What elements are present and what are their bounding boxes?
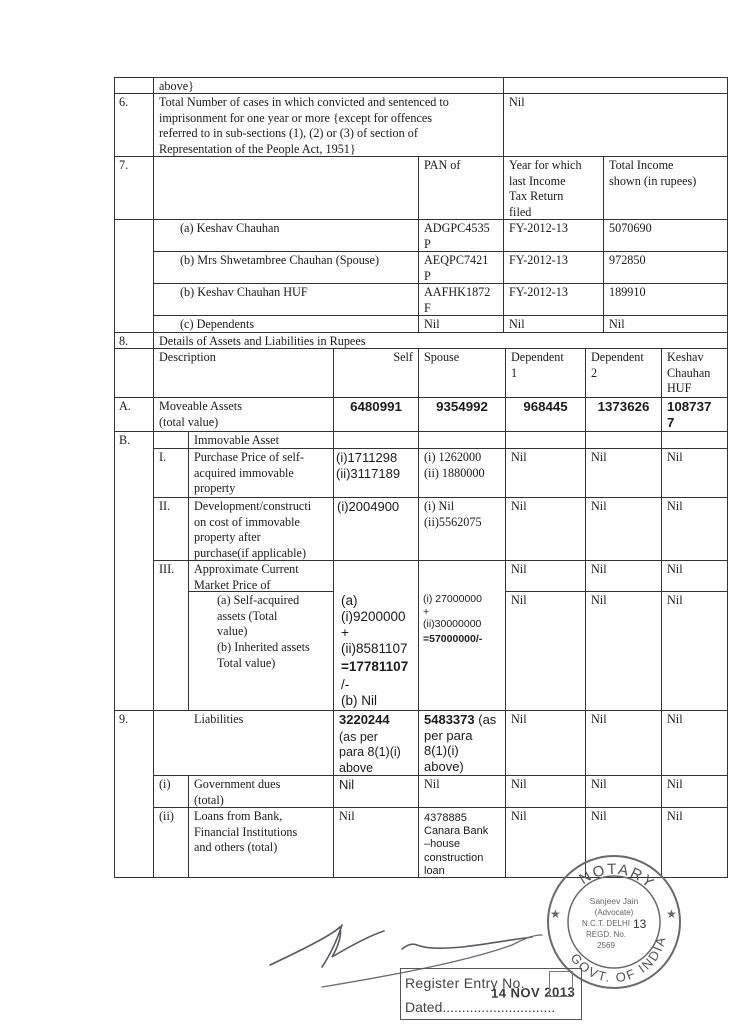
market-price-dependent-1: Nil [511, 562, 527, 576]
row-9ii-text: Loans from Bank, Financial Institutions and others (total) [194, 809, 298, 855]
row-b-number: B. [119, 433, 131, 447]
development-cost-spouse: (i) Nil (ii)5562075 [424, 499, 482, 529]
moveable-huf: 108737 7 [667, 399, 712, 430]
purchase-price-huf: Nil [667, 450, 683, 464]
liabilities-spouse-note: (as per para 8(1)(i) above) [424, 712, 497, 774]
row-6-number: 6. [119, 95, 129, 109]
inherited-assets-label: (b) Inherited assets Total value) [217, 640, 310, 670]
register-dated-label: Dated............................. [405, 999, 556, 1015]
column-header-description: Description [159, 350, 216, 364]
person-income: 972850 [609, 253, 646, 267]
column-header-spouse: Spouse [424, 350, 460, 364]
column-header-self: Self [393, 350, 413, 364]
development-cost-huf: Nil [667, 499, 683, 513]
person-year: FY-2012-13 [509, 253, 568, 267]
stamp-name: Sanjeev Jain [589, 896, 639, 906]
column-header-dependent-2: Dependent 2 [591, 350, 644, 380]
liabilities-spouse-cell [419, 711, 505, 775]
moveable-dependent-2: 1373626 [597, 399, 650, 414]
row-b3-number: III. [159, 562, 175, 576]
row-b2-number: II. [159, 499, 171, 513]
column-header-dependent-1: Dependent 1 [511, 350, 564, 380]
development-cost-dependent-2: Nil [591, 499, 607, 513]
row-a-number: A. [119, 399, 131, 413]
stamp-place: N.C.T. DELHI [581, 919, 631, 928]
liabilities-self-amount: 3220244 [339, 712, 390, 727]
stamp-bottom-text: GOVT. OF INDIA [567, 933, 669, 986]
government-dues-spouse: Nil [424, 777, 440, 791]
bank-loans-self: Nil [339, 809, 355, 823]
bank-loans-dependent-2: Nil [591, 809, 607, 823]
liabilities-dependent-1: Nil [511, 712, 527, 726]
row-b3-text: Approximate Current Market Price of [194, 562, 299, 592]
row-a-text: Moveable Assets (total value) [159, 399, 242, 429]
row-7-pan-header: PAN of [424, 158, 461, 172]
liabilities-self-note: (as per para 8(1)(i) above [339, 729, 401, 775]
market-value-self-total: =17781107 [341, 659, 409, 674]
assets-dependent-2: Nil [591, 593, 607, 607]
person-name: (a) Keshav Chauhan [180, 221, 280, 235]
assets-dependent-1: Nil [511, 593, 527, 607]
row-above-text: above} [159, 79, 194, 93]
stamp-role: (Advocate) [594, 908, 634, 917]
bank-loans-spouse: 4378885 Canara Bank –house construction loan [424, 812, 489, 877]
person-pan: ADGPC4535 P [424, 221, 490, 251]
register-entry-label: Register Entry No. [405, 975, 525, 991]
row-9ii-number: (ii) [159, 809, 174, 823]
row-9i-number: (i) [159, 777, 171, 791]
page-number: 13 [633, 917, 647, 931]
stamp-regno: 2569 [597, 941, 615, 950]
market-value-self-cell [334, 592, 418, 710]
stamp-top-text: NOTARY [576, 860, 659, 893]
row-b2-text: Development/constructi on cost of immovable property after purchase(if applicable) [194, 499, 312, 560]
government-dues-self: Nil [339, 777, 355, 792]
row-9-text: Liabilities [194, 712, 244, 726]
row-8-title: Details of Assets and Liabilities in Rupees [159, 334, 366, 348]
row-7-number: 7. [119, 158, 129, 172]
svg-text:NOTARY [576, 861, 658, 893]
development-cost-dependent-1: Nil [511, 499, 527, 513]
person-name: (c) Dependents [180, 317, 255, 331]
row-7-income-header: Total Income shown (in rupees) [609, 158, 697, 188]
purchase-price-spouse: (i) 1262000 (ii) 1880000 [424, 450, 485, 480]
market-value-self-items: (a) (i)9200000 + (ii)8581107 [341, 593, 408, 656]
bank-loans-huf: Nil [667, 809, 683, 823]
person-year: Nil [509, 317, 525, 331]
market-price-huf: Nil [667, 562, 683, 576]
market-value-self-inherited: /- (b) Nil [341, 677, 377, 708]
government-dues-dependent-1: Nil [511, 777, 527, 791]
person-income: Nil [609, 317, 625, 331]
bank-loans-dependent-1: Nil [511, 809, 527, 823]
person-pan: Nil [424, 317, 440, 331]
person-name: (b) Mrs Shwetambree Chauhan (Spouse) [180, 253, 380, 267]
moveable-spouse: 9354992 [436, 399, 488, 414]
register-dated-text: Dated [405, 999, 443, 1015]
row-7-year-header: Year for which last Income Tax Return filed [509, 158, 582, 219]
liabilities-dependent-2: Nil [591, 712, 607, 726]
person-name: (b) Keshav Chauhan HUF [180, 285, 308, 299]
row-9i-text: Government dues (total) [194, 777, 281, 807]
assets-huf: Nil [667, 593, 683, 607]
purchase-price-dependent-1: Nil [511, 450, 527, 464]
liabilities-spouse-amount: 5483373 [424, 712, 475, 727]
svg-text:★: ★ [550, 907, 561, 921]
person-income: 5070690 [609, 221, 652, 235]
row-b-text: Immovable Asset [194, 433, 279, 447]
person-pan: AAFHK1872 F [424, 285, 491, 315]
row-6-text: Total Number of cases in which convicted and sentenced to imprisonment for one year or more {except for offences referred to in sub-sections (1), (2) or (3) of section of Representation of the People Act, 1951} [159, 95, 449, 156]
moveable-dependent-1: 968445 [523, 399, 568, 414]
row-9-number: 9. [119, 712, 129, 726]
row-6-value: Nil [509, 95, 525, 109]
row-b1-text: Purchase Price of self- acquired immovable property [194, 450, 304, 496]
liabilities-self-cell [334, 711, 418, 777]
row-8-number: 8. [119, 334, 129, 348]
market-price-dependent-2: Nil [591, 562, 607, 576]
register-entry-stamp [400, 968, 582, 1020]
row-b1-number: I. [159, 450, 167, 464]
market-value-spouse-total: =57000000/- [423, 632, 483, 645]
register-box [549, 971, 573, 997]
stamp-regd: REGD. No. [585, 930, 627, 939]
moveable-self: 6480991 [350, 399, 402, 414]
person-year: FY-2012-13 [509, 285, 568, 299]
market-value-spouse-items: (i) 27000000 + (ii)30000000 [423, 593, 482, 630]
self-acquired-assets-label: (a) Self-acquired assets (Total value) [217, 593, 300, 639]
column-header-huf: Keshav Chauhan HUF [667, 350, 711, 396]
market-value-spouse-cell [419, 592, 505, 646]
purchase-price-self: (i)1711298 (ii)3117189 [336, 450, 401, 481]
government-dues-huf: Nil [667, 777, 683, 791]
person-pan: AEQPC7421 P [424, 253, 489, 283]
register-date: 14 NOV 2013 [490, 984, 576, 1001]
development-cost-self: (i)2004900 [337, 499, 400, 514]
purchase-price-dependent-2: Nil [591, 450, 607, 464]
person-income: 189910 [609, 285, 646, 299]
svg-text:★: ★ [666, 907, 677, 921]
liabilities-huf: Nil [667, 712, 683, 726]
government-dues-dependent-2: Nil [591, 777, 607, 791]
person-year: FY-2012-13 [509, 221, 568, 235]
svg-text:GOVT. OF INDIA [567, 934, 668, 985]
